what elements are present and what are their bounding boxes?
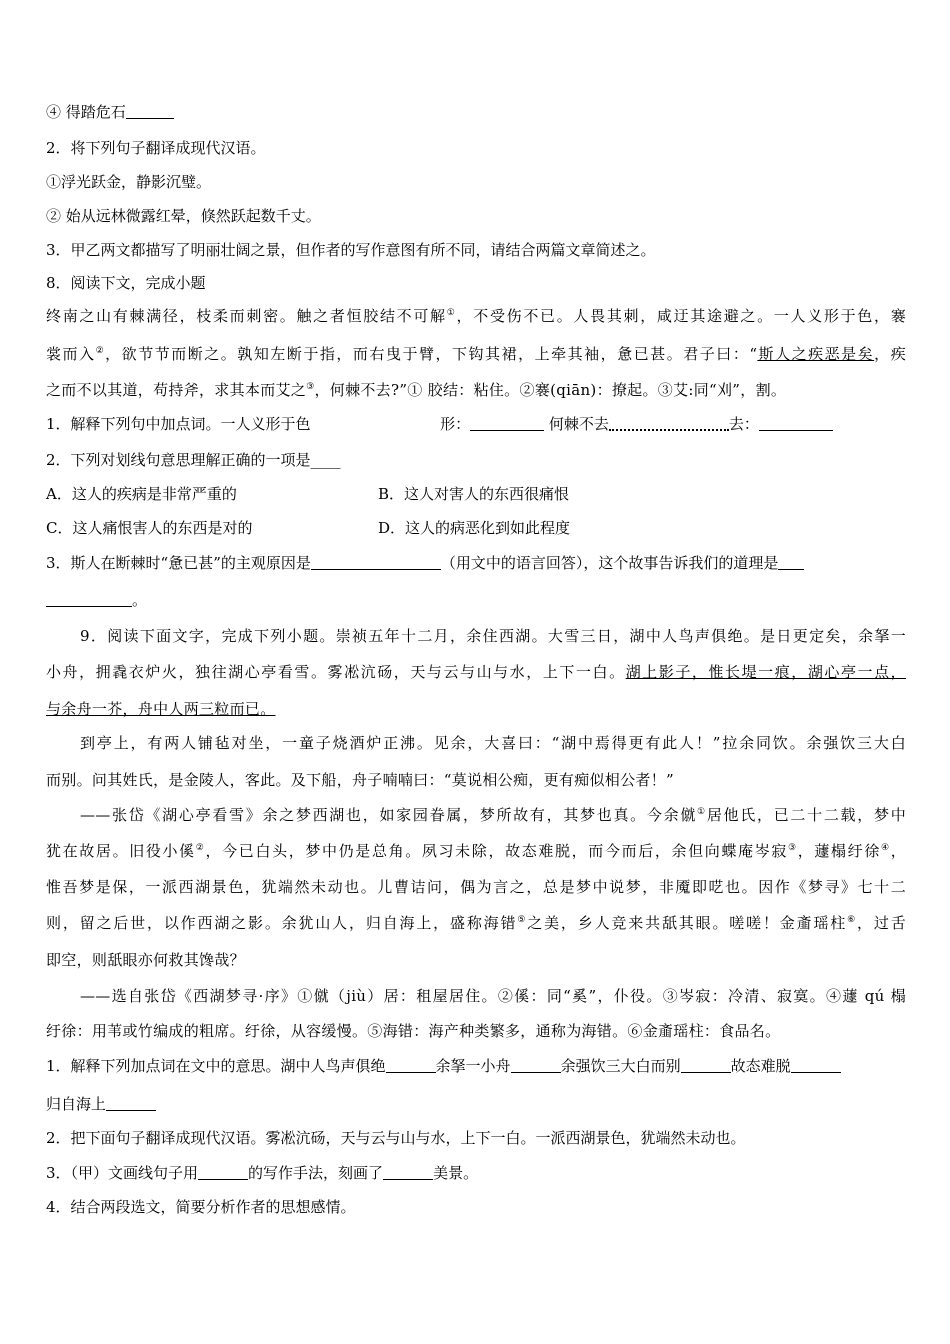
q8-task3: 3．斯人在断棘时“惫已甚”的主观原因是 （用文中的语言回答），这个故事告诉我们的道理是 — [46, 553, 906, 573]
option-c[interactable]: C．这人痛恨害人的东西是对的 — [46, 519, 253, 537]
q9-notes-line1: ——选自张岱《西湖梦寻·序》①僦（jiù）居：租屋居住。②傒：同“奚”，仆役。③岑寂：冷清、寂寞。④蘧 qú 榻 — [80, 987, 906, 1005]
answer-blank[interactable] — [759, 415, 833, 431]
q9-task1-cont: 归自海上 — [46, 1094, 906, 1114]
footnote-mark: ② — [95, 346, 106, 356]
underlined-sentence: 与余舟一芥，舟中人两三粒而已。 — [46, 700, 276, 718]
option-a[interactable]: A．这人的疾病是非常严重的 — [46, 485, 237, 503]
footnote-mark: ⑤ — [517, 915, 528, 925]
q8-heading: 8．阅读下文，完成小题 — [46, 274, 206, 292]
answer-blank[interactable] — [778, 554, 804, 570]
q8-passage-line3: 之而不以其道，苟持斧，求其本而艾之③，何棘不去?”① 胶结：粘住。②褰(qiān)：撩起。③艾:同“刈”，割。 — [46, 381, 787, 399]
underlined-sentence: 斯人之疾恶是矣 — [757, 345, 875, 363]
q9-passage-line2: 小舟，拥毳衣炉火，独往湖心亭看雪。雾凇沆砀，天与云与山与水，上下一白。湖上影子，惟长堤一痕，湖心亭一点， — [46, 663, 906, 681]
footnote-mark: ① — [446, 308, 457, 318]
q7-sentence1: ①浮光跃金，静影沉璧。 — [46, 173, 212, 191]
answer-blank[interactable] — [681, 1057, 731, 1073]
q9-passage-line6: ——张岱《湖心亭看雪》余之梦西湖也，如家园眷属，梦所故有，其梦也真。今余僦①居他氏，已二十二载，梦中 — [80, 806, 906, 824]
q9-passage-line9: 则，留之后世，以作西湖之影。余犹山人，归自海上，盛称海错⑤之美，乡人竞来共舐其眼。嗟嗟！金齑瑶柱⑥，过舌 — [46, 914, 906, 932]
q9-task4: 4．结合两段选文，简要分析作者的思想感情。 — [46, 1198, 356, 1216]
q9-passage-line10: 即空，则舐眼亦何救其馋哉？ — [46, 951, 245, 969]
q7-task3: 3．甲乙两文都描写了明丽壮阔之景，但作者的写作意图有所不同，请结合两篇文章简述之。 — [46, 241, 656, 259]
answer-blank[interactable] — [791, 1057, 841, 1073]
q8-passage-line1: 终南之山有棘满径，枝柔而刺密。触之者恒胶结不可解①，不受伤不已。人畏其刺，咸迂其途避之。一人义形于色，褰 — [46, 307, 906, 325]
answer-blank[interactable] — [311, 554, 441, 570]
q7-task2: 2．将下列句子翻译成现代汉语。 — [46, 139, 266, 157]
q8-passage-line2: 裳而入②，欲节节而断之。孰知左断于指，而右曳于臂，下钩其裙，上牵其袖，惫已甚。君子曰：“斯人之疾恶是矣，疾 — [46, 345, 906, 363]
footnote-mark: ② — [195, 843, 206, 853]
answer-blank[interactable] — [511, 1057, 561, 1073]
q8-task2: 2．下列对划线句意思理解正确的一项是____ — [46, 451, 341, 469]
answer-blank[interactable] — [383, 1164, 433, 1180]
q7-item4: ④ 得踏危石 — [46, 103, 126, 121]
q9-task3: 3．（甲）文画线句子用 的写作手法，刻画了 美景。 — [46, 1164, 479, 1182]
q9-task1: 1．解释下列加点词在文中的意思。湖中人鸟声俱绝 余拏一小舟 余强饮三大白而别 故态难脱 — [46, 1056, 906, 1076]
q9-passage-line1: 9．阅读下面文字，完成下列小题。崇祯五年十二月，余住西湖。大雪三日，湖中人鸟声俱绝。是日更定矣，余拏一 — [80, 627, 906, 645]
answer-blank[interactable] — [46, 591, 132, 607]
q7-sentence2: ② 始从远林微露红晕，倏然跃起数千丈。 — [46, 207, 321, 225]
emphasis-dots — [609, 415, 729, 431]
answer-blank[interactable] — [470, 415, 544, 431]
footnote-mark: ③ — [306, 382, 315, 392]
q8-task3-cont: 。 — [46, 590, 906, 610]
q7-item4-line — [46, 102, 906, 122]
footnote-mark: ④ — [880, 843, 891, 853]
option-b[interactable]: B．这人对害人的东西很痛恨 — [378, 485, 570, 503]
q9-passage-line8: 惟吾梦是保，一派西湖景色，犹端然未动也。儿曹诘问，偶为言之，总是梦中说梦，非魇即呓也。因作《梦寻》七十二 — [46, 878, 906, 896]
answer-blank[interactable] — [106, 1095, 156, 1111]
footnote-mark: ① — [697, 807, 707, 817]
q8-task1: 1．解释下列句中加点词。一人义形于色 形： 何棘不去 去： — [46, 414, 906, 434]
q9-passage-line4: 到亭上，有两人铺毡对坐，一童子烧酒炉正沸。见余，大喜曰：“湖中焉得更有此人！”拉余同饮。余强饮三大白 — [80, 734, 906, 752]
answer-blank[interactable] — [386, 1057, 436, 1073]
option-d[interactable]: D．这人的病恶化到如此程度 — [378, 519, 571, 537]
footnote-mark: ③ — [788, 843, 798, 853]
q9-passage-line7: 犹在故居。旧役小傒②，今已白头，梦中仍是总角。夙习未除，故态难脱，而今而后，余但向蝶庵岑寂③，蘧榻纡徐④， — [46, 842, 906, 860]
q8-task1-prompt: 1．解释下列句中加点词。一人义形于色 — [46, 415, 311, 433]
q9-passage-line3 — [46, 699, 906, 719]
answer-blank[interactable] — [198, 1164, 248, 1180]
q9-task2: 2．把下面句子翻译成现代汉语。雾凇沆砀，天与云与山与水，上下一白。一派西湖景色，犹端然未动也。 — [46, 1129, 746, 1147]
underlined-sentence: 湖上影子，惟长堤一痕，湖心亭一点， — [625, 663, 906, 681]
q9-notes-line2: 纡徐：用苇或竹编成的粗席。纡徐，从容缓慢。⑤海错：海产种类繁多，通称为海错。⑥金齑瑶柱：食品名。 — [46, 1022, 781, 1040]
answer-blank[interactable] — [126, 103, 174, 119]
footnote-mark: ⑥ — [847, 915, 858, 925]
q9-passage-line5: 而别。问其姓氏，是金陵人，客此。及下船，舟子喃喃曰：“莫说相公痴，更有痴似相公者！” — [46, 771, 674, 789]
